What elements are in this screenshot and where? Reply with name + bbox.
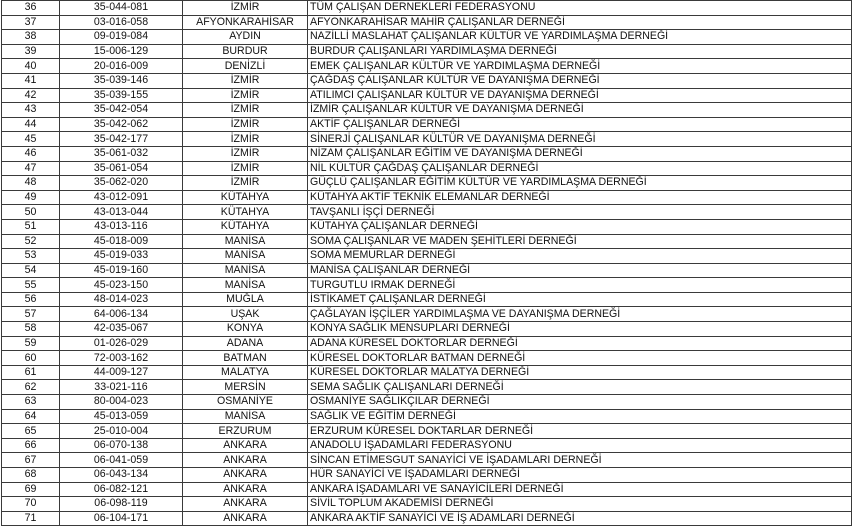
row-number-cell: 60 bbox=[2, 351, 60, 366]
association-name-cell: NAZİLLİ MASLAHAT ÇALIŞANLAR KÜLTÜR VE YARDIMLAŞMA DERNEĞİ bbox=[308, 30, 852, 45]
table-row bbox=[2, 176, 852, 191]
registry-code-cell: 06-104-171 bbox=[60, 511, 183, 526]
city-cell: İZMİR bbox=[183, 132, 308, 147]
row-number-cell: 48 bbox=[2, 176, 60, 191]
city-cell: AFYONKARAHİSAR bbox=[183, 15, 308, 30]
city-cell: İZMİR bbox=[183, 73, 308, 88]
row-number-cell: 47 bbox=[2, 161, 60, 176]
association-name-cell: TURGUTLU IRMAK DERNEĞİ bbox=[308, 278, 852, 293]
city-cell: MANİSA bbox=[183, 249, 308, 264]
association-name-cell: SİVİL TOPLUM AKADEMİSİ DERNEĞİ bbox=[308, 497, 852, 512]
registry-code-cell: 35-061-054 bbox=[60, 161, 183, 176]
city-cell: ADANA bbox=[183, 336, 308, 351]
association-name-cell: TAVŞANLI İŞÇİ DERNEĞİ bbox=[308, 205, 852, 220]
registry-code-cell: 33-021-116 bbox=[60, 380, 183, 395]
association-name-cell: EMEK ÇALIŞANLAR KÜLTÜR VE YARDIMLAŞMA DERNEĞİ bbox=[308, 59, 852, 74]
association-name-cell: HÜR SANAYİCİ VE İŞADAMLARI DERNEĞİ bbox=[308, 468, 852, 483]
table-row bbox=[2, 497, 852, 512]
city-cell: ANKARA bbox=[183, 468, 308, 483]
association-name-cell: AFYONKARAHİSAR MAHİR ÇALIŞANLAR DERNEĞİ bbox=[308, 15, 852, 30]
table-row bbox=[2, 263, 852, 278]
row-number-cell: 64 bbox=[2, 409, 60, 424]
row-number-cell: 63 bbox=[2, 395, 60, 410]
table-row bbox=[2, 249, 852, 264]
registry-code-cell: 01-026-029 bbox=[60, 336, 183, 351]
association-name-cell: BURDUR ÇALIŞANLARI YARDIMLAŞMA DERNEĞİ bbox=[308, 44, 852, 59]
registry-code-cell: 72-003-162 bbox=[60, 351, 183, 366]
row-number-cell: 40 bbox=[2, 59, 60, 74]
association-name-cell: SİNCAN ETİMESGUT SANAYİCİ VE İŞADAMLARI DERNEĞİ bbox=[308, 453, 852, 468]
registry-code-cell: 64-006-134 bbox=[60, 307, 183, 322]
row-number-cell: 67 bbox=[2, 453, 60, 468]
city-cell: KÜTAHYA bbox=[183, 219, 308, 234]
table-row bbox=[2, 219, 852, 234]
association-name-cell: GÜÇLÜ ÇALIŞANLAR EĞİTİM KÜLTÜR VE YARDIMLAŞMA DERNEĞİ bbox=[308, 176, 852, 191]
city-cell: MERSİN bbox=[183, 380, 308, 395]
association-name-cell: ANKARA İŞADAMLARI VE SANAYİCİLERİ DERNEĞİ bbox=[308, 482, 852, 497]
row-number-cell: 37 bbox=[2, 15, 60, 30]
registry-code-cell: 25-010-004 bbox=[60, 424, 183, 439]
association-name-cell: ERZURUM KÜRESEL DOKTARLAR DERNEĞİ bbox=[308, 424, 852, 439]
city-cell: KÜTAHYA bbox=[183, 205, 308, 220]
table-row bbox=[2, 409, 852, 424]
city-cell: ANKARA bbox=[183, 453, 308, 468]
table-row bbox=[2, 438, 852, 453]
association-name-cell: SAĞLIK VE EĞİTİM DERNEĞİ bbox=[308, 409, 852, 424]
city-cell: MANİSA bbox=[183, 234, 308, 249]
table-row bbox=[2, 59, 852, 74]
association-name-cell: SOMA MEMURLAR DERNEĞİ bbox=[308, 249, 852, 264]
association-name-cell: KÜRESEL DOKTORLAR BATMAN DERNEĞİ bbox=[308, 351, 852, 366]
association-name-cell: ADANA KÜRESEL DOKTORLAR DERNEĞİ bbox=[308, 336, 852, 351]
registry-code-cell: 35-039-155 bbox=[60, 88, 183, 103]
table-row bbox=[2, 30, 852, 45]
registry-code-cell: 35-044-081 bbox=[60, 1, 183, 16]
table-row bbox=[2, 482, 852, 497]
city-cell: BATMAN bbox=[183, 351, 308, 366]
city-cell: DENİZLİ bbox=[183, 59, 308, 74]
table-row bbox=[2, 190, 852, 205]
city-cell: MALATYA bbox=[183, 365, 308, 380]
table-row bbox=[2, 278, 852, 293]
registry-code-cell: 35-042-054 bbox=[60, 103, 183, 118]
registry-code-cell: 03-016-058 bbox=[60, 15, 183, 30]
city-cell: ANKARA bbox=[183, 511, 308, 526]
registry-code-cell: 35-062-020 bbox=[60, 176, 183, 191]
city-cell: İZMİR bbox=[183, 1, 308, 16]
table-row bbox=[2, 424, 852, 439]
association-name-cell: AKTİF ÇALIŞANLAR DERNEĞİ bbox=[308, 117, 852, 132]
row-number-cell: 42 bbox=[2, 88, 60, 103]
city-cell: İZMİR bbox=[183, 176, 308, 191]
table-row bbox=[2, 44, 852, 59]
row-number-cell: 53 bbox=[2, 249, 60, 264]
table-body bbox=[2, 1, 852, 526]
city-cell: ANKARA bbox=[183, 438, 308, 453]
registry-code-cell: 43-012-091 bbox=[60, 190, 183, 205]
association-name-cell: ANKARA AKTİF SANAYİCİ VE İŞ ADAMLARI DERNEĞİ bbox=[308, 511, 852, 526]
city-cell: MANİSA bbox=[183, 409, 308, 424]
association-name-cell: KÜTAHYA AKTİF TEKNİK ELEMANLAR DERNEĞİ bbox=[308, 190, 852, 205]
registry-code-cell: 06-098-119 bbox=[60, 497, 183, 512]
table-row bbox=[2, 161, 852, 176]
registry-code-cell: 06-070-138 bbox=[60, 438, 183, 453]
association-name-cell: SOMA ÇALIŞANLAR VE MADEN ŞEHİTLERİ DERNEĞİ bbox=[308, 234, 852, 249]
association-name-cell: ÇAĞDAŞ ÇALIŞANLAR KÜLTÜR VE DAYANIŞMA DERNEĞİ bbox=[308, 73, 852, 88]
association-name-cell: TÜM ÇALIŞAN DERNEKLERİ FEDERASYONU bbox=[308, 1, 852, 16]
registry-code-cell: 48-014-023 bbox=[60, 292, 183, 307]
registry-code-cell: 20-016-009 bbox=[60, 59, 183, 74]
city-cell: MANİSA bbox=[183, 263, 308, 278]
city-cell: OSMANİYE bbox=[183, 395, 308, 410]
table-row bbox=[2, 292, 852, 307]
association-name-cell: NİZAM ÇALIŞANLAR EĞİTİM VE DAYANIŞMA DERNEĞİ bbox=[308, 146, 852, 161]
table-row bbox=[2, 205, 852, 220]
table-row bbox=[2, 453, 852, 468]
row-number-cell: 39 bbox=[2, 44, 60, 59]
table-row bbox=[2, 117, 852, 132]
table-row bbox=[2, 146, 852, 161]
registry-code-cell: 45-019-160 bbox=[60, 263, 183, 278]
city-cell: İZMİR bbox=[183, 146, 308, 161]
row-number-cell: 49 bbox=[2, 190, 60, 205]
row-number-cell: 36 bbox=[2, 1, 60, 16]
city-cell: İZMİR bbox=[183, 117, 308, 132]
registry-code-cell: 06-043-134 bbox=[60, 468, 183, 483]
row-number-cell: 54 bbox=[2, 263, 60, 278]
city-cell: İZMİR bbox=[183, 103, 308, 118]
registry-code-cell: 35-042-062 bbox=[60, 117, 183, 132]
association-name-cell: SEMA SAĞLIK ÇALIŞANLARI DERNEĞİ bbox=[308, 380, 852, 395]
association-name-cell: SİNERJİ ÇALIŞANLAR KÜLTÜR VE DAYANIŞMA DERNEĞİ bbox=[308, 132, 852, 147]
row-number-cell: 69 bbox=[2, 482, 60, 497]
table-row bbox=[2, 15, 852, 30]
registry-code-cell: 06-082-121 bbox=[60, 482, 183, 497]
row-number-cell: 44 bbox=[2, 117, 60, 132]
registry-code-cell: 43-013-116 bbox=[60, 219, 183, 234]
row-number-cell: 65 bbox=[2, 424, 60, 439]
city-cell: ERZURUM bbox=[183, 424, 308, 439]
row-number-cell: 50 bbox=[2, 205, 60, 220]
row-number-cell: 52 bbox=[2, 234, 60, 249]
row-number-cell: 59 bbox=[2, 336, 60, 351]
association-name-cell: ATILIMCI ÇALIŞANLAR KÜLTÜR VE DAYANIŞMA DERNEĞİ bbox=[308, 88, 852, 103]
table-row bbox=[2, 365, 852, 380]
row-number-cell: 45 bbox=[2, 132, 60, 147]
registry-code-cell: 35-061-032 bbox=[60, 146, 183, 161]
row-number-cell: 58 bbox=[2, 322, 60, 337]
city-cell: İZMİR bbox=[183, 88, 308, 103]
table-row bbox=[2, 395, 852, 410]
association-name-cell: ANADOLU İŞADAMLARI FEDERASYONU bbox=[308, 438, 852, 453]
table-row bbox=[2, 307, 852, 322]
table-row bbox=[2, 132, 852, 147]
registry-code-cell: 80-004-023 bbox=[60, 395, 183, 410]
row-number-cell: 38 bbox=[2, 30, 60, 45]
registry-code-cell: 35-042-177 bbox=[60, 132, 183, 147]
table-row bbox=[2, 1, 852, 16]
table-row bbox=[2, 88, 852, 103]
table-row bbox=[2, 380, 852, 395]
registry-code-cell: 43-013-044 bbox=[60, 205, 183, 220]
city-cell: İZMİR bbox=[183, 161, 308, 176]
registry-code-cell: 45-013-059 bbox=[60, 409, 183, 424]
row-number-cell: 68 bbox=[2, 468, 60, 483]
city-cell: UŞAK bbox=[183, 307, 308, 322]
association-name-cell: KONYA SAĞLIK MENSUPLARI DERNEĞİ bbox=[308, 322, 852, 337]
table-row bbox=[2, 351, 852, 366]
registry-code-cell: 45-019-033 bbox=[60, 249, 183, 264]
row-number-cell: 57 bbox=[2, 307, 60, 322]
row-number-cell: 51 bbox=[2, 219, 60, 234]
association-name-cell: KÜRESEL DOKTORLAR MALATYA DERNEĞİ bbox=[308, 365, 852, 380]
city-cell: ANKARA bbox=[183, 497, 308, 512]
row-number-cell: 61 bbox=[2, 365, 60, 380]
row-number-cell: 41 bbox=[2, 73, 60, 88]
registry-code-cell: 45-018-009 bbox=[60, 234, 183, 249]
row-number-cell: 62 bbox=[2, 380, 60, 395]
city-cell: ANKARA bbox=[183, 482, 308, 497]
row-number-cell: 46 bbox=[2, 146, 60, 161]
city-cell: KÜTAHYA bbox=[183, 190, 308, 205]
registry-code-cell: 15-006-129 bbox=[60, 44, 183, 59]
table-row bbox=[2, 336, 852, 351]
registry-code-cell: 42-035-067 bbox=[60, 322, 183, 337]
registry-code-cell: 06-041-059 bbox=[60, 453, 183, 468]
table-row bbox=[2, 73, 852, 88]
association-name-cell: İSTİKAMET ÇALIŞANLAR DERNEĞİ bbox=[308, 292, 852, 307]
city-cell: BURDUR bbox=[183, 44, 308, 59]
table-row bbox=[2, 468, 852, 483]
city-cell: MANİSA bbox=[183, 278, 308, 293]
row-number-cell: 56 bbox=[2, 292, 60, 307]
row-number-cell: 43 bbox=[2, 103, 60, 118]
document-sheet bbox=[1, 0, 851, 526]
association-registry-table bbox=[1, 0, 852, 526]
row-number-cell: 71 bbox=[2, 511, 60, 526]
row-number-cell: 66 bbox=[2, 438, 60, 453]
table-row bbox=[2, 322, 852, 337]
association-name-cell: ÇAĞLAYAN İŞÇİLER YARDIMLAŞMA VE DAYANIŞMA DERNEĞİ bbox=[308, 307, 852, 322]
city-cell: KONYA bbox=[183, 322, 308, 337]
registry-code-cell: 44-009-127 bbox=[60, 365, 183, 380]
table-row bbox=[2, 234, 852, 249]
association-name-cell: KÜTAHYA ÇALIŞANLAR DERNEĞİ bbox=[308, 219, 852, 234]
registry-code-cell: 35-039-146 bbox=[60, 73, 183, 88]
association-name-cell: OSMANİYE SAĞLIKÇILAR DERNEĞİ bbox=[308, 395, 852, 410]
table-row bbox=[2, 511, 852, 526]
city-cell: MUĞLA bbox=[183, 292, 308, 307]
association-name-cell: İZMİR ÇALIŞANLAR KÜLTÜR VE DAYANIŞMA DERNEĞİ bbox=[308, 103, 852, 118]
table-row bbox=[2, 103, 852, 118]
row-number-cell: 55 bbox=[2, 278, 60, 293]
association-name-cell: MANİSA ÇALIŞANLAR DERNEĞİ bbox=[308, 263, 852, 278]
row-number-cell: 70 bbox=[2, 497, 60, 512]
association-name-cell: NİL KÜLTÜR ÇAĞDAŞ ÇALIŞANLAR DERNEĞİ bbox=[308, 161, 852, 176]
registry-code-cell: 09-019-084 bbox=[60, 30, 183, 45]
city-cell: AYDIN bbox=[183, 30, 308, 45]
registry-code-cell: 45-023-150 bbox=[60, 278, 183, 293]
